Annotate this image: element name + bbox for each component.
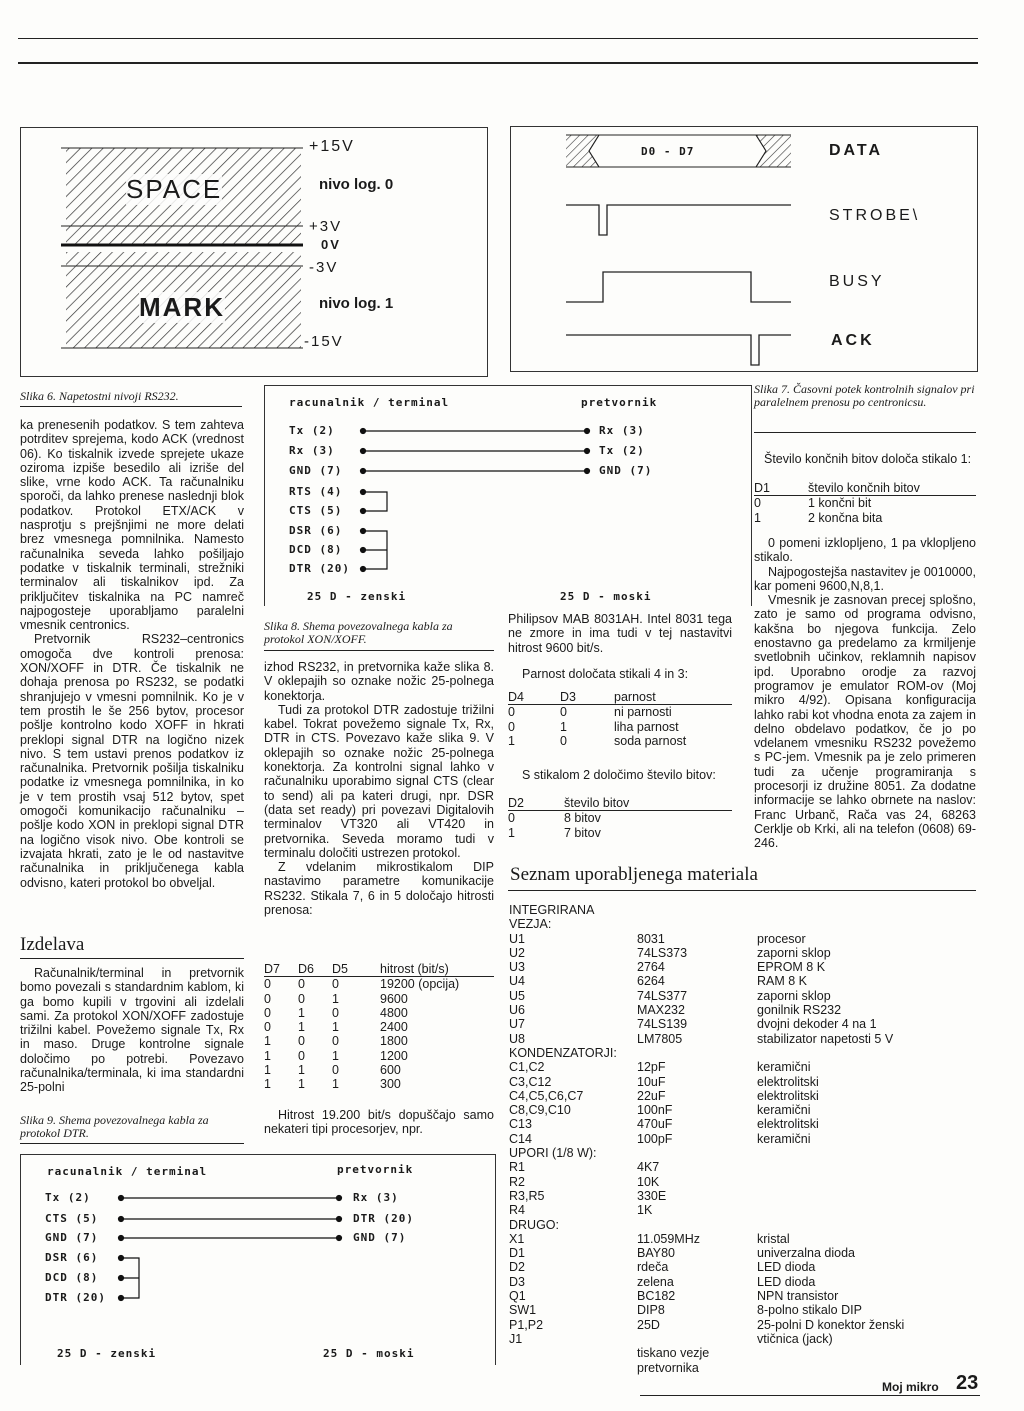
- table-row: [509, 974, 977, 988]
- table-cell: LM7805: [637, 1031, 683, 1046]
- stopbits-table: [508, 796, 732, 840]
- table-cell: zaporni sklop: [757, 988, 831, 1003]
- table-cell: SW1: [509, 1303, 537, 1318]
- table-cell: [757, 1175, 977, 1189]
- table-row: [264, 1020, 494, 1034]
- table-cell: LED dioda: [757, 1260, 816, 1275]
- table-row: [509, 1175, 977, 1189]
- signal-ack: ACK: [831, 332, 875, 349]
- table-cell: 1: [332, 1077, 339, 1092]
- table-cell: 8 bitov: [564, 811, 601, 826]
- fig8-left-title: racunalnik / terminal: [289, 396, 450, 409]
- pin-label: DTR (20): [353, 1212, 414, 1225]
- table-cell: J1: [509, 1331, 523, 1346]
- table-cell: univerzalna dioda: [757, 1246, 855, 1261]
- table-cell: C3,C12: [509, 1074, 552, 1089]
- table-cell: keramični: [757, 1060, 811, 1075]
- table-cell: [757, 1189, 977, 1203]
- table-cell: 1: [508, 733, 515, 748]
- table-cell: U7: [509, 1017, 525, 1032]
- table-row: [509, 989, 977, 1003]
- pin-label: RTS (4): [289, 485, 343, 498]
- paragraph: Število končnih bitov določa stikalo 1:: [764, 452, 972, 466]
- table-cell: 4800: [380, 1005, 408, 1020]
- bus-label: D0 - D7: [641, 145, 695, 158]
- table-cell: 1800: [380, 1034, 408, 1049]
- table-cell: DRUGO:: [509, 1217, 559, 1232]
- table-cell: MAX232: [637, 1003, 685, 1018]
- pin-label: DTR (20): [45, 1291, 106, 1304]
- table-cell: 1: [264, 1048, 271, 1063]
- table-cell: D2: [509, 1260, 525, 1275]
- table-cell: liha parnost: [614, 719, 679, 734]
- v-plus15: +15V: [309, 138, 355, 155]
- table-cell: D3: [509, 1274, 525, 1289]
- table-cell: [509, 1346, 637, 1375]
- table-cell: [637, 1046, 757, 1060]
- table-cell: 4K7: [637, 1160, 660, 1175]
- table-cell: 0: [332, 1034, 339, 1049]
- fig8-left-connector: 25 D - zenski: [307, 590, 407, 603]
- top-rule: [18, 38, 978, 39]
- table-cell: gonilnik RS232: [757, 1003, 842, 1018]
- table-cell: 0: [754, 496, 761, 511]
- table-row: [509, 1132, 977, 1146]
- table-cell: 0: [560, 733, 567, 748]
- table-cell: UPORI (1/8 W):: [509, 1146, 597, 1161]
- pin-label: Tx (2): [45, 1191, 91, 1204]
- table-row: [509, 1246, 977, 1260]
- table-cell: C14: [509, 1131, 532, 1146]
- table-cell: 10uF: [637, 1074, 666, 1089]
- v-minus3: -3V: [309, 259, 339, 276]
- table-cell: 25-polni D konektor ženski: [757, 1317, 905, 1332]
- table-cell: 0: [264, 1020, 271, 1035]
- table-cell: U1: [509, 931, 525, 946]
- pin-label: DSR (6): [45, 1251, 99, 1264]
- table-cell: P1,P2: [509, 1317, 544, 1332]
- table-row: [509, 903, 977, 932]
- nivo0: nivo log. 0: [319, 176, 394, 193]
- table-cell: 0: [264, 991, 271, 1006]
- table-cell: 8-polno stikalo DIP: [757, 1303, 862, 1318]
- table-cell: DIP8: [637, 1303, 665, 1318]
- pin-label: DSR (6): [289, 524, 343, 537]
- table-cell: rdeča: [637, 1260, 669, 1275]
- table-cell: 1: [754, 510, 761, 525]
- pin-label: CTS (5): [45, 1212, 99, 1225]
- table-cell: 0: [298, 977, 305, 992]
- table-row: [509, 932, 977, 946]
- top-rule-thick: [18, 62, 978, 64]
- table-cell: 2400: [380, 1020, 408, 1035]
- paragraph: Pretvornik RS232–centronics omogoča dve kontroli prenosa: XON/XOFF in DTR. Če tiskalnik ne dohaja prenosa po RS232, se podatki shranjujejo v vmesni pomnilnik. Ko je v tem prostih le še 256 bytov, procesor pošlje kontrolno kodo XOFF in hkrati preklopi signal DTR na logično nizek nivo. S tem ustavi prenos podatkov iz računalnika. Pretvornik pošilja tiskalniku podatke iz vmesnega pomnilnika, in ko je v tem prostih vsaj 512 bytov, spet omogoči komunikacijo računalniku – pošlje kodo XON in preklopi signal DTR na logično visok nivo. Obe kontroli se izvajata hkrati, zato je le od nastavitve računalnika in priključenega kabla odvisno, kateri protokol bo obveljal.: [20, 632, 244, 890]
- table-cell: [637, 1332, 757, 1346]
- table-cell: 11.059MHz: [637, 1231, 700, 1246]
- pin-label: GND (7): [599, 464, 653, 477]
- fig9-right-title: pretvornik: [337, 1163, 414, 1176]
- table-cell: 0: [332, 977, 339, 992]
- col-header: D6: [298, 962, 314, 976]
- table-row: [264, 1049, 494, 1063]
- table-cell: 74LS373: [637, 945, 688, 960]
- table-cell: [757, 1146, 977, 1160]
- table-row: [508, 811, 732, 826]
- table-row: [509, 1346, 977, 1375]
- pin-label: Tx (2): [599, 444, 645, 457]
- paragraph: Philipsov MAB 8031AH. Intel 8031 tega ne zmore in ima tudi v tej nastavitvi hitrost 9600 bit/s.: [508, 612, 732, 655]
- table-row: [509, 1146, 977, 1160]
- mark-label: MARK: [139, 292, 225, 322]
- column-1-b: [20, 966, 244, 1095]
- fig9-wires: [21, 1155, 495, 1365]
- pin-label: GND (7): [45, 1231, 99, 1244]
- table-cell: 0: [298, 1034, 305, 1049]
- nivo1: nivo log. 1: [319, 295, 394, 312]
- space-label: SPACE: [126, 174, 223, 204]
- figure-8: [264, 385, 752, 606]
- table-cell: stabilizator napetosti 5 V: [757, 1031, 894, 1046]
- table-cell: elektrolitski: [757, 1088, 819, 1103]
- table-cell: 1: [560, 719, 567, 734]
- col-header: hitrost (bit/s): [380, 962, 449, 976]
- table-cell: 2 končna bita: [808, 510, 883, 525]
- table-cell: 1: [264, 1077, 271, 1092]
- table-cell: R4: [509, 1203, 525, 1218]
- paragraph: ka prenesenih podatkov. S tem zahteva potrditev sprejema, kodo ACK (vrednost 06). Ko tiskalnik izvede sprejete ukaze oziroma izpiše besedilo ali izriše del slike, vrne kodo ACK. Ta računalniku sporoči, da lahko prenese naslednji blok podatkov. Protokol ETX/ACK v nasprotju s prejšnjimi ne more delati brez vmesnega pomnilnika. Namesto računalnika seveda lahko pošiljajo podatke v tiskalnik terminali, strežniki terminalov ali tiskalnikov ipd. Za priključitev tiskalnika na PC namreč najpogosteje uporabljamo paralelni vmesnik centronics.: [20, 418, 244, 633]
- materials-heading: Seznam uporabljenega materiala: [510, 864, 758, 885]
- caption-rule: [20, 406, 242, 407]
- fig8-wires: [265, 386, 751, 606]
- pin-label: Rx (3): [353, 1191, 399, 1204]
- table-cell: [757, 1160, 977, 1174]
- caption-rule: [264, 650, 494, 651]
- col-header: število končnih bitov: [808, 481, 920, 495]
- col-header: D1: [754, 481, 770, 495]
- table-cell: elektrolitski: [757, 1117, 819, 1132]
- section-heading-izdelava: Izdelava: [20, 934, 85, 955]
- table-cell: 1: [264, 1034, 271, 1049]
- table-cell: 1: [508, 825, 515, 840]
- pin-label: GND (7): [353, 1231, 407, 1244]
- fig9-left-connector: 25 D - zenski: [57, 1347, 157, 1360]
- table-row: [509, 1232, 977, 1246]
- table-row: [508, 734, 732, 748]
- table-cell: X1: [509, 1231, 525, 1246]
- table-cell: 2764: [637, 960, 665, 975]
- table-row: [509, 1303, 977, 1317]
- table-row: [509, 1003, 977, 1017]
- table-cell: C8,C9,C10: [509, 1103, 571, 1118]
- table-cell: 300: [380, 1077, 401, 1092]
- fig8-right-title: pretvornik: [581, 396, 658, 409]
- table-cell: 7 bitov: [564, 825, 601, 840]
- table-cell: U8: [509, 1031, 525, 1046]
- table-row: [509, 1332, 977, 1346]
- figure-8-caption: Slika 8. Shema povezovalnega kabla za protokol XON/XOFF.: [264, 619, 453, 646]
- heading-rule: [20, 958, 244, 959]
- table-cell: 1: [332, 991, 339, 1006]
- table-cell: keramični: [757, 1103, 811, 1118]
- fig9-right-connector: 25 D - moski: [323, 1347, 415, 1360]
- table-row: [509, 1189, 977, 1203]
- table-cell: C4,C5,C6,C7: [509, 1088, 584, 1103]
- table-row: [264, 992, 494, 1006]
- table-cell: U6: [509, 1003, 525, 1018]
- table-row: [508, 720, 732, 734]
- table-cell: 22uF: [637, 1088, 666, 1103]
- table-cell: BAY80: [637, 1246, 675, 1261]
- pin-label: DCD (8): [289, 543, 343, 556]
- col-header: D3: [560, 690, 576, 704]
- signal-busy: BUSY: [829, 273, 885, 290]
- pin-label: CTS (5): [289, 504, 343, 517]
- table-cell: keramični: [757, 1131, 811, 1146]
- table-row: [509, 1117, 977, 1131]
- table-row: [509, 1089, 977, 1103]
- table-cell: R1: [509, 1160, 525, 1175]
- table-cell: 1: [332, 1020, 339, 1035]
- table-cell: LED dioda: [757, 1274, 816, 1289]
- table-row: [264, 1063, 494, 1077]
- materials-table: [509, 903, 977, 1375]
- table-cell: [757, 1203, 977, 1217]
- table-row: [508, 826, 732, 840]
- table-row: [509, 1289, 977, 1303]
- table-cell: U5: [509, 988, 525, 1003]
- signal-strobe: STROBE\: [829, 207, 921, 224]
- pin-label: Tx (2): [289, 424, 335, 437]
- page-number: 23: [956, 1372, 979, 1394]
- fig8-right-connector: 25 D - moski: [560, 590, 652, 603]
- col-header: D7: [264, 962, 280, 976]
- table-cell: 6264: [637, 974, 665, 989]
- table-row: [509, 1046, 977, 1060]
- table-cell: ni parnosti: [614, 705, 672, 720]
- pin-label: Rx (3): [599, 424, 645, 437]
- caption-rule: [754, 432, 976, 433]
- table-cell: elektrolitski: [757, 1074, 819, 1089]
- table-row: [509, 1203, 977, 1217]
- table-cell: 25D: [637, 1317, 660, 1332]
- table-cell: 10K: [637, 1174, 660, 1189]
- figure-9-caption: Slika 9. Shema povezovalnega kabla za protokol DTR.: [20, 1113, 209, 1140]
- table-cell: 1: [298, 1005, 305, 1020]
- table-cell: C13: [509, 1117, 532, 1132]
- footer-rule: [640, 1395, 980, 1396]
- table-cell: R2: [509, 1174, 525, 1189]
- table-row: [509, 1260, 977, 1274]
- table-row: [754, 511, 976, 525]
- pin-label: DCD (8): [45, 1271, 99, 1284]
- table-cell: 100pF: [637, 1131, 673, 1146]
- table-cell: INTEGRIRANA VEZJA:: [509, 903, 594, 932]
- paragraph: Vmesnik je zasnovan precej splošno, zato je samo od programa odvisno, kakšna bo njegova funkcija. Zelo enostavno ga predelamo za krmiljenje svetlobnih učinkov, reklamnih napisov ipd. Uporabno orodje za razvoj programov je emulator ROM-ov (Moj mikro 4/92). Opisana konfiguracija lahko rabi kot vhodna enota za zajem in delno obdelavo podatkov, če jo po vdelanem vmesniku RS232 povežemo s PC-jem. Vmesnik pa je zelo primeren tudi za učenje programiranja s procesorji iz družine 8051. Za dodatne informacije se lahko obrnete na naslov: Franc Urbanč, Rača vas 24, 68263 Cerklje ob Krki, ali na telefon (0608) 69-246.: [754, 593, 976, 851]
- table-cell: 0: [298, 1048, 305, 1063]
- table-cell: NPN transistor: [757, 1289, 839, 1304]
- table-cell: 100nF: [637, 1103, 673, 1118]
- table-cell: 1: [332, 1048, 339, 1063]
- paragraph: S stikalom 2 določimo število bitov:: [522, 768, 716, 782]
- table-cell: 12pF: [637, 1060, 666, 1075]
- col-header: število bitov: [564, 796, 630, 810]
- signal-data: DATA: [829, 142, 884, 159]
- figure-7-caption: Slika 7. Časovni potek kontrolnih signalov pri paralelnem prenosu po centronicsu.: [754, 382, 975, 409]
- table-row: [509, 1032, 977, 1046]
- table-row: [509, 1318, 977, 1332]
- table-cell: 0: [508, 719, 515, 734]
- table-row: [509, 1275, 977, 1289]
- table-cell: R3,R5: [509, 1188, 545, 1203]
- figure-6: [20, 127, 488, 377]
- paragraph: Najpogostejša nastavitev je 0010000, kar pomeni 9600,N,8,1.: [754, 564, 976, 593]
- table-cell: 0: [264, 977, 271, 992]
- table-cell: [757, 1046, 977, 1060]
- table-row: [508, 705, 732, 720]
- table-row: [509, 1075, 977, 1089]
- column-4: [754, 452, 976, 466]
- table-row: [509, 946, 977, 960]
- column-1: [20, 418, 244, 890]
- voltage-level-diagram: [21, 128, 487, 376]
- column-4-b: [754, 536, 976, 851]
- table-cell: [757, 1218, 977, 1232]
- table-cell: soda parnost: [614, 733, 687, 748]
- col-header: parnost: [614, 690, 656, 704]
- table-cell: [637, 903, 757, 932]
- table-row: [264, 1034, 494, 1048]
- table-cell: zelena: [637, 1274, 674, 1289]
- paragraph: 0 pomeni izklopljeno, 1 pa vklopljeno stikalo.: [754, 536, 976, 565]
- fig9-left-title: racunalnik / terminal: [47, 1165, 208, 1178]
- column-3-b: [508, 768, 732, 782]
- v-zero: 0V: [321, 237, 341, 252]
- table-cell: procesor: [757, 931, 806, 946]
- table-cell: 74LS139: [637, 1017, 688, 1032]
- table-cell: 1200: [380, 1048, 408, 1063]
- table-cell: 1: [298, 1077, 305, 1092]
- figure-7: [510, 126, 978, 372]
- table-row: [509, 960, 977, 974]
- table-row: [264, 1006, 494, 1020]
- col-header: D2: [508, 796, 524, 810]
- table-cell: kristal: [757, 1231, 790, 1246]
- paragraph: Računalnik/terminal in pretvornik bomo povezali s standardnim kablom, ki ga bomo kupili v trgovini ali izdelali sami. Za protokol XON/XOFF zadostuje trižilni kabel. Povežemo signale Tx, Rx in maso. Druge kontrolne signale določimo po potrebi. Povezavo računalnika/terminala, ki ima standardni 25-polni: [20, 966, 244, 1095]
- materials-rule: [508, 890, 976, 891]
- pin-label: GND (7): [289, 464, 343, 477]
- table-row: [509, 1218, 977, 1232]
- figure-9: [20, 1154, 496, 1365]
- table-cell: zaporni sklop: [757, 945, 831, 960]
- table-cell: 0: [298, 991, 305, 1006]
- table-row: [754, 496, 976, 511]
- table-row: [509, 1060, 977, 1074]
- table-cell: 1: [298, 1063, 305, 1078]
- figure-6-caption: Slika 6. Napetostni nivoji RS232.: [20, 389, 179, 403]
- v-plus3: +3V: [309, 218, 343, 235]
- table-row: [264, 1077, 494, 1091]
- table-row: [264, 977, 494, 992]
- column-3: [508, 612, 732, 681]
- table-cell: RAM 8 K: [757, 974, 808, 989]
- timing-diagram: [511, 127, 977, 371]
- paragraph: Z vdelanim mikrostikalom DIP nastavimo parametre komunikacije RS232. Stikala 7, 6 in 5 določajo hitrosti prenosa:: [264, 860, 494, 918]
- table-cell: 0: [332, 1005, 339, 1020]
- table-cell: U2: [509, 945, 525, 960]
- table-cell: 0: [508, 705, 515, 720]
- table-cell: dvojni dekoder 4 na 1: [757, 1017, 877, 1032]
- column-2-b: [264, 1108, 494, 1137]
- v-minus15: -15V: [304, 333, 344, 350]
- paragraph: Hitrost 19.200 bit/s dopuščajo samo nekateri tipi procesorjev, npr.: [264, 1108, 494, 1137]
- table-cell: 1: [298, 1020, 305, 1035]
- table-cell: EPROM 8 K: [757, 960, 826, 975]
- pin-label: Rx (3): [289, 444, 335, 457]
- table-cell: 74LS377: [637, 988, 688, 1003]
- table-cell: 470uF: [637, 1117, 673, 1132]
- table-cell: BC182: [637, 1289, 676, 1304]
- table-cell: 8031: [637, 931, 665, 946]
- table-cell: [637, 1218, 757, 1232]
- table-cell: 0: [264, 1005, 271, 1020]
- parity-table: [508, 690, 732, 748]
- table-cell: 1: [264, 1063, 271, 1078]
- table-row: [509, 1017, 977, 1031]
- endbits-table: [754, 481, 976, 525]
- column-2: [264, 660, 494, 917]
- table-cell: 19200 (opcija): [380, 977, 460, 992]
- paragraph: Parnost določata stikali 4 in 3:: [522, 666, 689, 681]
- col-header: D5: [332, 962, 348, 976]
- table-cell: [757, 1346, 977, 1375]
- table-cell: D1: [509, 1246, 525, 1261]
- table-cell: U3: [509, 960, 525, 975]
- col-header: D4: [508, 690, 524, 704]
- table-cell: 1K: [637, 1203, 653, 1218]
- table-cell: 0: [560, 705, 567, 720]
- table-cell: C1,C2: [509, 1060, 545, 1075]
- table-cell: KONDENZATORJI:: [509, 1045, 617, 1060]
- table-cell: 0: [332, 1063, 339, 1078]
- table-cell: [637, 1146, 757, 1160]
- table-row: [509, 1103, 977, 1117]
- table-cell: Q1: [509, 1289, 526, 1304]
- table-cell: U4: [509, 974, 525, 989]
- table-cell: 330E: [637, 1188, 667, 1203]
- caption-rule: [20, 1143, 244, 1144]
- table-row: [509, 1160, 977, 1174]
- table-cell: tiskano vezje pretvornika: [637, 1346, 710, 1375]
- table-cell: 0: [508, 811, 515, 826]
- magazine-name: Moj mikro: [882, 1380, 939, 1394]
- table-cell: 1 končni bit: [808, 496, 872, 511]
- table-cell: [757, 903, 977, 932]
- pin-label: DTR (20): [289, 562, 350, 575]
- paragraph: Tudi za protokol DTR zadostuje trižilni kabel. Tokrat povežemo signale Tx, Rx, DTR in CTS. Povezavo kaže slika 9. V oklepajih so oznake nožic 25-polnega konektorja. Za kontrolni signal lahko v računalniku uporabimo signal CTS (clear to send) ali pa kateri drugi, npr. DSR (data set ready) pri povezavi Digitalovih terminalov VT320 ali VT420 in pretvornika. Seveda moramo tudi v terminalu določiti ustrezen protokol.: [264, 702, 494, 860]
- table-cell: 600: [380, 1063, 401, 1078]
- table-cell: 9600: [380, 991, 408, 1006]
- table-cell: vtičnica (jack): [757, 1331, 833, 1346]
- baud-table: [264, 962, 494, 1092]
- paragraph: izhod RS232, in pretvornika kaže slika 8. V oklepajih so oznake nožic 25-polnega konektorja.: [264, 660, 494, 703]
